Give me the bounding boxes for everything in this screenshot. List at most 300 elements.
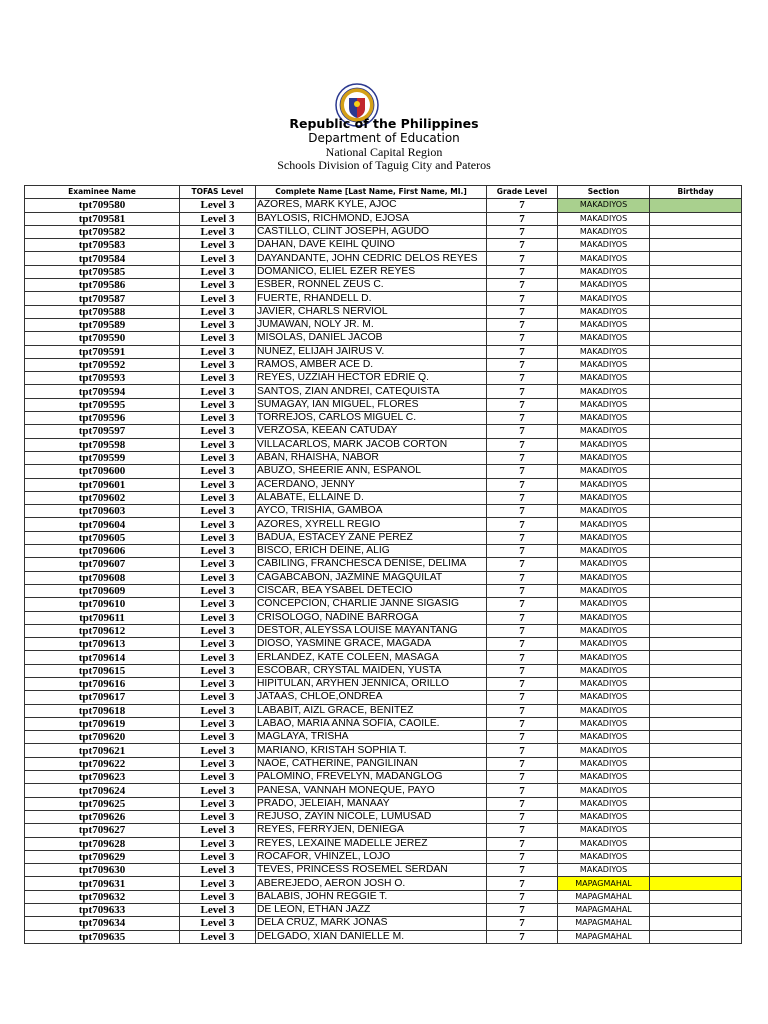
complete-name-cell: CRISOLOGO, NADINE BARROGA [256, 611, 487, 624]
table-row [25, 890, 742, 903]
section-cell: MAKADIYOS [558, 425, 650, 438]
complete-name-cell: REYES, LEXAINE MADELLE JEREZ [256, 837, 487, 850]
col-complete-name: Complete Name [Last Name, First Name, MI.] [256, 186, 487, 199]
tofas-level-cell: Level 3 [180, 199, 256, 212]
grade-level-cell: 7 [487, 571, 558, 584]
tofas-level-cell: Level 3 [180, 584, 256, 597]
birthday-cell [650, 225, 742, 238]
table-row [25, 531, 742, 544]
examinee-id-cell: tpt709634 [25, 917, 180, 930]
grade-level-cell: 7 [487, 265, 558, 278]
section-cell: MAKADIYOS [558, 478, 650, 491]
birthday-cell [650, 199, 742, 212]
grade-level-cell: 7 [487, 491, 558, 504]
grade-level-cell: 7 [487, 704, 558, 717]
table-row [25, 797, 742, 810]
grade-level-cell: 7 [487, 425, 558, 438]
complete-name-cell: NUNEZ, ELIJAH JAIRUS V. [256, 345, 487, 358]
birthday-cell [650, 531, 742, 544]
tofas-level-cell: Level 3 [180, 598, 256, 611]
table-row [25, 638, 742, 651]
table-row [25, 904, 742, 917]
table-row [25, 265, 742, 278]
grade-level-cell: 7 [487, 279, 558, 292]
section-cell: MAKADIYOS [558, 212, 650, 225]
birthday-cell [650, 212, 742, 225]
table-row [25, 545, 742, 558]
birthday-cell [650, 491, 742, 504]
tofas-level-cell: Level 3 [180, 904, 256, 917]
table-row [25, 624, 742, 637]
tofas-level-cell: Level 3 [180, 611, 256, 624]
complete-name-cell: MISOLAS, DANIEL JACOB [256, 332, 487, 345]
table-row [25, 731, 742, 744]
grade-level-cell: 7 [487, 691, 558, 704]
examinee-id-cell: tpt709611 [25, 611, 180, 624]
tofas-level-cell: Level 3 [180, 850, 256, 863]
birthday-cell [650, 372, 742, 385]
birthday-cell [650, 904, 742, 917]
complete-name-cell: LABABIT, AIZL GRACE, BENITEZ [256, 704, 487, 717]
grade-level-cell: 7 [487, 531, 558, 544]
tofas-level-cell: Level 3 [180, 784, 256, 797]
section-cell: MAKADIYOS [558, 199, 650, 212]
grade-level-cell: 7 [487, 385, 558, 398]
table-row [25, 691, 742, 704]
tofas-level-cell: Level 3 [180, 664, 256, 677]
section-cell: MAKADIYOS [558, 638, 650, 651]
table-row [25, 664, 742, 677]
examinee-id-cell: tpt709623 [25, 771, 180, 784]
complete-name-cell: CISCAR, BEA YSABEL DETECIO [256, 584, 487, 597]
examinee-id-cell: tpt709594 [25, 385, 180, 398]
complete-name-cell: JUMAWAN, NOLY JR. M. [256, 318, 487, 331]
complete-name-cell: LABAO, MARIA ANNA SOFIA, CAOILE. [256, 717, 487, 730]
complete-name-cell: ABAN, RHAISHA, NABOR [256, 451, 487, 464]
complete-name-cell: DAYANDANTE, JOHN CEDRIC DELOS REYES [256, 252, 487, 265]
birthday-cell [650, 571, 742, 584]
table-row [25, 864, 742, 877]
examinee-id-cell: tpt709632 [25, 890, 180, 903]
examinee-id-cell: tpt709590 [25, 332, 180, 345]
section-cell: MAKADIYOS [558, 598, 650, 611]
tofas-level-cell: Level 3 [180, 624, 256, 637]
section-cell: MAKADIYOS [558, 677, 650, 690]
complete-name-cell: HIPITULAN, ARYHEN JENNICA, ORILLO [256, 677, 487, 690]
examinee-id-cell: tpt709595 [25, 398, 180, 411]
birthday-cell [650, 358, 742, 371]
examinee-id-cell: tpt709635 [25, 930, 180, 943]
grade-level-cell: 7 [487, 890, 558, 903]
table-row [25, 305, 742, 318]
tofas-level-cell: Level 3 [180, 864, 256, 877]
examinee-id-cell: tpt709614 [25, 651, 180, 664]
complete-name-cell: NAOE, CATHERINE, PANGILINAN [256, 757, 487, 770]
section-cell: MAKADIYOS [558, 385, 650, 398]
complete-name-cell: FUERTE, RHANDELL D. [256, 292, 487, 305]
grade-level-cell: 7 [487, 864, 558, 877]
section-cell: MAKADIYOS [558, 731, 650, 744]
examinee-id-cell: tpt709629 [25, 850, 180, 863]
tofas-level-cell: Level 3 [180, 704, 256, 717]
grade-level-cell: 7 [487, 318, 558, 331]
table-row [25, 877, 742, 890]
section-cell: MAKADIYOS [558, 704, 650, 717]
complete-name-cell: MAGLAYA, TRISHA [256, 731, 487, 744]
complete-name-cell: BAYLOSIS, RICHMOND, EJOSA [256, 212, 487, 225]
tofas-level-cell: Level 3 [180, 425, 256, 438]
grade-level-cell: 7 [487, 292, 558, 305]
examinee-id-cell: tpt709591 [25, 345, 180, 358]
examinee-id-cell: tpt709581 [25, 212, 180, 225]
grade-level-cell: 7 [487, 677, 558, 690]
grade-level-cell: 7 [487, 412, 558, 425]
birthday-cell [650, 398, 742, 411]
grade-level-cell: 7 [487, 465, 558, 478]
section-cell: MAKADIYOS [558, 225, 650, 238]
col-tofas-level: TOFAS Level [180, 186, 256, 199]
complete-name-cell: ALABATE, ELLAINE D. [256, 491, 487, 504]
birthday-cell [650, 505, 742, 518]
table-row [25, 611, 742, 624]
birthday-cell [650, 598, 742, 611]
grade-level-cell: 7 [487, 438, 558, 451]
complete-name-cell: REYES, UZZIAH HECTOR EDRIE Q. [256, 372, 487, 385]
grade-level-cell: 7 [487, 930, 558, 943]
grade-level-cell: 7 [487, 904, 558, 917]
complete-name-cell: VERZOSA, KEEAN CATUDAY [256, 425, 487, 438]
section-cell: MAKADIYOS [558, 239, 650, 252]
examinee-id-cell: tpt709605 [25, 531, 180, 544]
grade-level-cell: 7 [487, 372, 558, 385]
table-row [25, 345, 742, 358]
tofas-level-cell: Level 3 [180, 358, 256, 371]
section-cell: MAKADIYOS [558, 824, 650, 837]
complete-name-cell: DELA CRUZ, MARK JONAS [256, 917, 487, 930]
grade-level-cell: 7 [487, 717, 558, 730]
table-row [25, 451, 742, 464]
section-cell: MAKADIYOS [558, 624, 650, 637]
table-row [25, 212, 742, 225]
tofas-level-cell: Level 3 [180, 531, 256, 544]
section-cell: MAKADIYOS [558, 372, 650, 385]
tofas-level-cell: Level 3 [180, 930, 256, 943]
complete-name-cell: MARIANO, KRISTAH SOPHIA T. [256, 744, 487, 757]
table-row [25, 372, 742, 385]
grade-level-cell: 7 [487, 824, 558, 837]
complete-name-cell: JATAAS, CHLOE,ONDREA [256, 691, 487, 704]
table-row [25, 850, 742, 863]
table-row [25, 478, 742, 491]
complete-name-cell: ABEREJEDO, AERON JOSH O. [256, 877, 487, 890]
examinee-id-cell: tpt709613 [25, 638, 180, 651]
grade-level-cell: 7 [487, 784, 558, 797]
tofas-level-cell: Level 3 [180, 771, 256, 784]
birthday-cell [650, 890, 742, 903]
complete-name-cell: REJUSO, ZAYIN NICOLE, LUMUSAD [256, 810, 487, 823]
tofas-level-cell: Level 3 [180, 837, 256, 850]
examinee-id-cell: tpt709592 [25, 358, 180, 371]
birthday-cell [650, 332, 742, 345]
table-row [25, 824, 742, 837]
header-region: National Capital Region [325, 145, 443, 159]
examinee-id-cell: tpt709631 [25, 877, 180, 890]
tofas-level-cell: Level 3 [180, 292, 256, 305]
grade-level-cell: 7 [487, 451, 558, 464]
table-row [25, 505, 742, 518]
complete-name-cell: ROCAFOR, VHINZEL, LOJO [256, 850, 487, 863]
complete-name-cell: ERLANDEZ, KATE COLEEN, MASAGA [256, 651, 487, 664]
table-row [25, 491, 742, 504]
complete-name-cell: AZORES, XYRELL REGIO [256, 518, 487, 531]
birthday-cell [650, 412, 742, 425]
section-cell: MAKADIYOS [558, 571, 650, 584]
birthday-cell [650, 691, 742, 704]
section-cell: MAKADIYOS [558, 864, 650, 877]
examinee-id-cell: tpt709587 [25, 292, 180, 305]
tofas-level-cell: Level 3 [180, 225, 256, 238]
tofas-level-cell: Level 3 [180, 810, 256, 823]
complete-name-cell: REYES, FERRYJEN, DENIEGA [256, 824, 487, 837]
birthday-cell [650, 917, 742, 930]
examinee-id-cell: tpt709597 [25, 425, 180, 438]
col-grade-level: Grade Level [487, 186, 558, 199]
birthday-cell [650, 731, 742, 744]
section-cell: MAKADIYOS [558, 757, 650, 770]
section-cell: MAKADIYOS [558, 717, 650, 730]
section-cell: MAKADIYOS [558, 744, 650, 757]
table-row [25, 717, 742, 730]
complete-name-cell: VILLACARLOS, MARK JACOB CORTON [256, 438, 487, 451]
birthday-cell [650, 265, 742, 278]
complete-name-cell: CAGABCABON, JAZMINE MAGQUILAT [256, 571, 487, 584]
section-cell: MAKADIYOS [558, 850, 650, 863]
birthday-cell [650, 717, 742, 730]
tofas-level-cell: Level 3 [180, 279, 256, 292]
tofas-level-cell: Level 3 [180, 545, 256, 558]
complete-name-cell: CABILING, FRANCHESCA DENISE, DELIMA [256, 558, 487, 571]
birthday-cell [650, 279, 742, 292]
birthday-cell [650, 438, 742, 451]
grade-level-cell: 7 [487, 664, 558, 677]
complete-name-cell: DAHAN, DAVE KEIHL QUINO [256, 239, 487, 252]
grade-level-cell: 7 [487, 624, 558, 637]
examinee-id-cell: tpt709612 [25, 624, 180, 637]
tofas-level-cell: Level 3 [180, 345, 256, 358]
grade-level-cell: 7 [487, 744, 558, 757]
complete-name-cell: ESCOBAR, CRYSTAL MAIDEN, YUSTA [256, 664, 487, 677]
section-cell: MAKADIYOS [558, 465, 650, 478]
table-row [25, 465, 742, 478]
table-row [25, 810, 742, 823]
section-cell: MAKADIYOS [558, 771, 650, 784]
tofas-level-cell: Level 3 [180, 318, 256, 331]
section-cell: MAKADIYOS [558, 265, 650, 278]
tofas-level-cell: Level 3 [180, 252, 256, 265]
table-row [25, 930, 742, 943]
grade-level-cell: 7 [487, 478, 558, 491]
tofas-level-cell: Level 3 [180, 212, 256, 225]
complete-name-cell: CONCEPCION, CHARLIE JANNE SIGASIG [256, 598, 487, 611]
section-cell: MAKADIYOS [558, 784, 650, 797]
section-cell: MAKADIYOS [558, 531, 650, 544]
section-cell: MAKADIYOS [558, 305, 650, 318]
table-row [25, 571, 742, 584]
birthday-cell [650, 478, 742, 491]
section-cell: MAPAGMAHAL [558, 917, 650, 930]
examinee-id-cell: tpt709617 [25, 691, 180, 704]
section-cell: MAKADIYOS [558, 584, 650, 597]
birthday-cell [650, 451, 742, 464]
grade-level-cell: 7 [487, 638, 558, 651]
examinee-id-cell: tpt709585 [25, 265, 180, 278]
grade-level-cell: 7 [487, 810, 558, 823]
complete-name-cell: TORREJOS, CARLOS MIGUEL C. [256, 412, 487, 425]
examinee-id-cell: tpt709606 [25, 545, 180, 558]
table-row [25, 744, 742, 757]
examinee-id-cell: tpt709593 [25, 372, 180, 385]
examinee-id-cell: tpt709583 [25, 239, 180, 252]
birthday-cell [650, 744, 742, 757]
table-row [25, 292, 742, 305]
birthday-cell [650, 850, 742, 863]
complete-name-cell: DELGADO, XIAN DANIELLE M. [256, 930, 487, 943]
grade-level-cell: 7 [487, 877, 558, 890]
examinee-id-cell: tpt709615 [25, 664, 180, 677]
complete-name-cell: PANESA, VANNAH MONEQUE, PAYO [256, 784, 487, 797]
examinee-id-cell: tpt709586 [25, 279, 180, 292]
birthday-cell [650, 318, 742, 331]
complete-name-cell: SANTOS, ZIAN ANDREI, CATEQUISTA [256, 385, 487, 398]
grade-level-cell: 7 [487, 305, 558, 318]
section-cell: MAPAGMAHAL [558, 877, 650, 890]
grade-level-cell: 7 [487, 611, 558, 624]
examinee-id-cell: tpt709589 [25, 318, 180, 331]
tofas-level-cell: Level 3 [180, 478, 256, 491]
col-section: Section [558, 186, 650, 199]
tofas-level-cell: Level 3 [180, 412, 256, 425]
examinee-id-cell: tpt709598 [25, 438, 180, 451]
complete-name-cell: BADUA, ESTACEY ZANE PEREZ [256, 531, 487, 544]
complete-name-cell: DIOSO, YASMINE GRACE, MAGADA [256, 638, 487, 651]
birthday-cell [650, 677, 742, 690]
examinee-id-cell: tpt709627 [25, 824, 180, 837]
tofas-level-cell: Level 3 [180, 505, 256, 518]
tofas-level-cell: Level 3 [180, 372, 256, 385]
examinee-id-cell: tpt709625 [25, 797, 180, 810]
complete-name-cell: ABUZO, SHEERIE ANN, ESPANOL [256, 465, 487, 478]
birthday-cell [650, 704, 742, 717]
table-row [25, 225, 742, 238]
examinee-id-cell: tpt709602 [25, 491, 180, 504]
examinee-id-cell: tpt709622 [25, 757, 180, 770]
examinee-id-cell: tpt709633 [25, 904, 180, 917]
table-row [25, 332, 742, 345]
examinee-id-cell: tpt709621 [25, 744, 180, 757]
birthday-cell [650, 305, 742, 318]
examinee-id-cell: tpt709616 [25, 677, 180, 690]
grade-level-cell: 7 [487, 332, 558, 345]
section-cell: MAKADIYOS [558, 664, 650, 677]
section-cell: MAKADIYOS [558, 491, 650, 504]
tofas-level-cell: Level 3 [180, 691, 256, 704]
section-cell: MAKADIYOS [558, 398, 650, 411]
section-cell: MAKADIYOS [558, 611, 650, 624]
section-cell: MAKADIYOS [558, 837, 650, 850]
section-cell: MAKADIYOS [558, 332, 650, 345]
complete-name-cell: BISCO, ERICH DEINE, ALIG [256, 545, 487, 558]
complete-name-cell: BALABIS, JOHN REGGIE T. [256, 890, 487, 903]
complete-name-cell: SUMAGAY, IAN MIGUEL, FLORES [256, 398, 487, 411]
table-row [25, 651, 742, 664]
tofas-level-cell: Level 3 [180, 265, 256, 278]
section-cell: MAKADIYOS [558, 518, 650, 531]
grade-level-cell: 7 [487, 225, 558, 238]
birthday-cell [650, 797, 742, 810]
grade-level-cell: 7 [487, 731, 558, 744]
grade-level-cell: 7 [487, 505, 558, 518]
birthday-cell [650, 784, 742, 797]
header-department: Department of Education [308, 131, 460, 145]
grade-level-cell: 7 [487, 212, 558, 225]
table-row [25, 412, 742, 425]
section-cell: MAPAGMAHAL [558, 904, 650, 917]
table-row [25, 438, 742, 451]
section-cell: MAKADIYOS [558, 292, 650, 305]
section-cell: MAKADIYOS [558, 651, 650, 664]
header-division: Schools Division of Taguig City and Pateros [277, 158, 491, 172]
section-cell: MAPAGMAHAL [558, 930, 650, 943]
grade-level-cell: 7 [487, 345, 558, 358]
examinee-id-cell: tpt709628 [25, 837, 180, 850]
complete-name-cell: PRADO, JELEIAH, MANAAY [256, 797, 487, 810]
grade-level-cell: 7 [487, 771, 558, 784]
birthday-cell [650, 837, 742, 850]
birthday-cell [650, 771, 742, 784]
examinee-id-cell: tpt709608 [25, 571, 180, 584]
examinee-id-cell: tpt709600 [25, 465, 180, 478]
table-row [25, 239, 742, 252]
grade-level-cell: 7 [487, 757, 558, 770]
grade-level-cell: 7 [487, 358, 558, 371]
section-cell: MAKADIYOS [558, 412, 650, 425]
grade-level-cell: 7 [487, 837, 558, 850]
tofas-level-cell: Level 3 [180, 877, 256, 890]
grade-level-cell: 7 [487, 558, 558, 571]
grade-level-cell: 7 [487, 598, 558, 611]
table-row [25, 199, 742, 212]
examinee-id-cell: tpt709580 [25, 199, 180, 212]
complete-name-cell: JAVIER, CHARLS NERVIOL [256, 305, 487, 318]
col-birthday: Birthday [650, 186, 742, 199]
table-row [25, 358, 742, 371]
birthday-cell [650, 425, 742, 438]
birthday-cell [650, 664, 742, 677]
birthday-cell [650, 930, 742, 943]
complete-name-cell: ACERDANO, JENNY [256, 478, 487, 491]
examinee-id-cell: tpt709603 [25, 505, 180, 518]
birthday-cell [650, 864, 742, 877]
birthday-cell [650, 810, 742, 823]
birthday-cell [650, 292, 742, 305]
section-cell: MAKADIYOS [558, 438, 650, 451]
table-row [25, 677, 742, 690]
tofas-level-cell: Level 3 [180, 398, 256, 411]
birthday-cell [650, 584, 742, 597]
complete-name-cell: DESTOR, ALEYSSA LOUISE MAYANTANG [256, 624, 487, 637]
examinee-id-cell: tpt709624 [25, 784, 180, 797]
grade-level-cell: 7 [487, 518, 558, 531]
